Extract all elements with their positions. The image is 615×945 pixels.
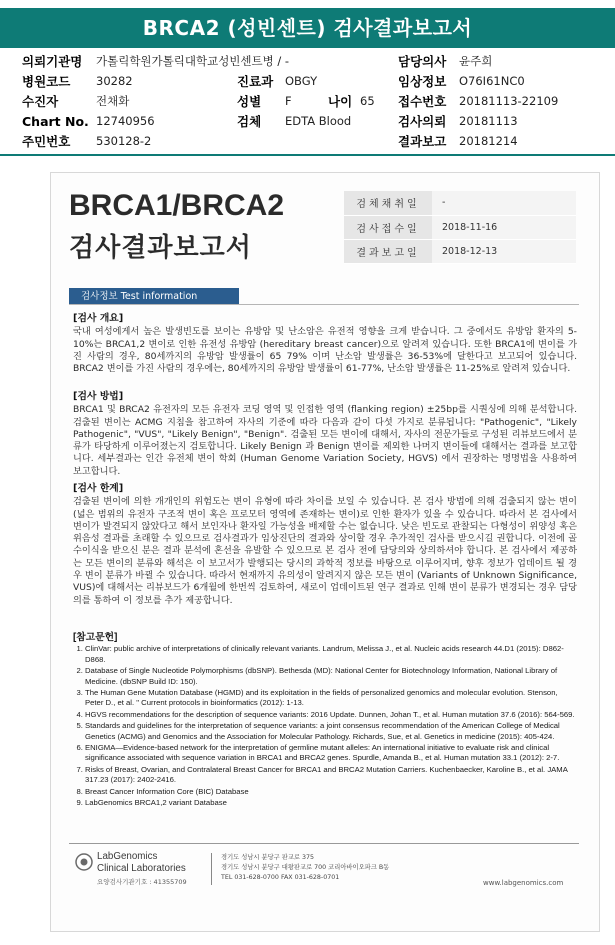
- limitations-text: 검출된 변이에 의한 개개인의 위험도는 변이 유형에 따라 차이를 보일 수 있습니다. 본 검사 방법에 의해 검출되지 않는 변이 (넓은 범위의 유전자 구조적 변이 혹은 프로모터 영역에 존재하는 변이)로 인한 환자가 있을 수 있습니다. 따라서 본 검사에서 변이가 발견되지 않았다고 해서 보인자나 환자일 가능성을 배제할 수는 없습니다. 낮은 빈도로 관찰되는 다형성이 위양성 혹은 위음성 결과를 초래할 수 있으므로 검사결과가 임상진단의 결과와 상이할 경우 추가적인 검사를 받으시길 권합니다. 이전에 골수이식을 받으신 분은 결과 분석에 혼선을 유발할 수 있으므로 본 검사 전에 담당의와 상의하셔야 합니다. 본 검사에서 제공하는 모든 변이의 분류와 해석은 이 보고서가 발행되는 당시의 과학적 정보를 바탕으로 이루어지며, 향후 정보가 업데이트 될 경우 변이 분류가 바뀔 수 있습니다. 따라서 현재까지 유의성이 알려지지 않은 모든 변이 (Variants of Unknown Significance, VUS)에 대해서는 리뷰보드가 6개월에 한번씩 검토하여, 새로이 업데이트된 연구 결과로 인해 변이 분류가 변경되는 경우 담당의를 통하여 이 정보를 추가 제공합니다.: [73, 496, 577, 606]
- hospital-code-label: 병원코드: [22, 74, 71, 89]
- reference-item: 5. Standards and guidelines for the interpretation of sequence variants: a joint consensus recommendation of the American College of Medical Genetics (ACMG) and Genomics and the Association for Molecular Pathology. Richards, Sue, et al. Genetics in medicine (2015): 405-424.: [85, 721, 577, 742]
- request-date-label: 검사의뢰: [398, 114, 447, 129]
- resident-no-value: 530128-2: [96, 134, 152, 148]
- department-value: OBGY: [285, 74, 318, 88]
- info-row-resident-no: [0, 132, 615, 151]
- overview-heading: [검사 개요]: [73, 313, 124, 324]
- collection-date-label: 검체채취일: [344, 191, 432, 215]
- collection-date-value: -: [432, 191, 576, 215]
- clinical-info-label: 임상정보: [398, 74, 447, 89]
- clinical-info-value: O76I61NC0: [459, 74, 525, 88]
- report-dates-table: [344, 191, 576, 264]
- chart-no-label: Chart No.: [22, 114, 89, 129]
- reference-item: 6. ENIGMA—Evidence-based network for the interpretation of germline mutant alleles: An international initiative to evaluate risk and clinical significance associated with sequence variation in BRCA1 and BRCA2 genes. Spurdle, Amanda B., et al. Human mutation 33.1 (2012): 2-7.: [85, 743, 577, 764]
- lab-institution-code: 요양검사기관기호 : 41355709: [97, 878, 187, 886]
- section-method: [73, 391, 577, 478]
- institution-label: 의뢰기관명: [22, 54, 83, 69]
- received-date-value: 2018-11-16: [432, 215, 576, 239]
- references: [73, 633, 577, 810]
- request-date-value: 20181113: [459, 114, 518, 128]
- report-date-label: 결과보고: [398, 134, 447, 149]
- info-row-chart: [0, 112, 615, 131]
- chart-no-value: 12740956: [96, 114, 155, 128]
- hospital-code-value: 30282: [96, 74, 133, 88]
- test-info-tab: 검사정보 Test information: [69, 288, 239, 305]
- resident-no-label: 주민번호: [22, 134, 71, 149]
- overview-text: 국내 여성에게서 높은 발생빈도를 보이는 유방암 및 난소암은 유전적 영향을 크게 받습니다. 그 중에서도 유방암 환자의 5-10%는 BRCA1,2 변이로 인한 유전성 유방암 (hereditary breast cancer)으로 알려져 있습니다. 또한 BRCA1에 변이를 가진 사람의 경우, 80세까지의 유방암 발생률이 65 79% 이며 난소암 발생률은 36-53%에 달한다고 보고되어 있습니다. BRCA2 변이를 가진 사람의 경우에는, 80세까지의 유방암 발생률이 61-77%, 난소암 발생률은 11-25%로 알려져 있습니다.: [73, 326, 577, 375]
- doctor-label: 담당의사: [398, 54, 447, 69]
- method-heading: [검사 방법]: [73, 391, 124, 402]
- info-row-institution: [0, 52, 615, 71]
- doctor-value: 윤주희: [459, 54, 493, 68]
- references-list: [73, 644, 577, 808]
- reference-item: 1. ClinVar: public archive of interpretations of clinically relevant variants. Landrum, Melissa J., et al. Nucleic acids research 44.D1 (2015): D862-D868.: [85, 644, 577, 665]
- department-label: 진료과: [237, 74, 274, 89]
- reference-item: 7. Risks of Breast, Ovarian, and Contralateral Breast Cancer for BRCA1 and BRCA2 Mutation Carriers. Kuchenbaecker, Karoline B., et al. JAMA 317.23 (2017): 2402-2416.: [85, 765, 577, 786]
- references-heading: [참고문헌]: [73, 632, 118, 643]
- patient-label: 수진자: [22, 94, 59, 109]
- limitations-heading: [검사 한계]: [73, 483, 124, 494]
- meta-row-received: [344, 215, 576, 239]
- result-date-label: 결과보고일: [344, 239, 432, 263]
- lab-website: www.labgenomics.com: [483, 879, 564, 887]
- lab-name-line2: Clinical Laboratories: [97, 863, 186, 874]
- method-text: BRCA1 및 BRCA2 유전자의 모든 유전자 코딩 영역 및 인접한 영역 (flanking region) ±25bp를 시퀀싱에 의해 분석합니다. 검출된 변이는 ACMG 지침을 참고하여 자사의 기준에 따라 다음과 같이 다섯 가지로 분류됩니다: "Pathogenic", "Likely Pathogenic", "VUS", "Likely Benign", "Benign". 검출된 모든 변이에 대해서, 자사의 전문가들로 구성된 리뷰보드에서 분류가 타당하게 이루어졌는지 검토합니다. Likely Benign 과 Benign 변이를 제외한 나머지 변이들에 대해서는 결과를 보고합니다. 세부결과는 인간 유전체 변이 학회 (Human Genome Variation Society, HGVS) 에서 권장하는 명명법을 사용하여 보고합니다.: [73, 404, 577, 477]
- sex-value: F: [285, 94, 292, 108]
- lab-address: [221, 853, 389, 883]
- scanned-report: [50, 172, 600, 932]
- reference-item: 9. LabGenomics BRCA1,2 variant Database: [85, 798, 577, 808]
- address-line2: 경기도 성남시 분당구 대왕판교로 700 코리아바이오파크 B동: [221, 864, 390, 871]
- meta-row-reported: [344, 239, 576, 263]
- meta-row-collection: [344, 191, 576, 215]
- labgenomics-logo-icon: [75, 853, 93, 871]
- result-date-value: 2018-12-13: [432, 239, 576, 263]
- lab-name-line1: LabGenomics: [97, 851, 158, 862]
- receipt-no-label: 접수번호: [398, 94, 447, 109]
- report-date-value: 20181214: [459, 134, 518, 148]
- report-title: BRCA2 (성빈센트) 검사결과보고서: [0, 8, 615, 48]
- info-row-hospital-code: [0, 72, 615, 91]
- footer-divider: [211, 853, 212, 885]
- section-limitations: [73, 483, 577, 607]
- patient-value: 전채화: [96, 94, 130, 108]
- receipt-no-value: 20181113-22109: [459, 94, 559, 108]
- sex-label: 성별: [237, 94, 262, 109]
- section-overview: [73, 313, 577, 375]
- doc-title-genes: BRCA1/BRCA2: [69, 189, 285, 222]
- lab-name: [97, 851, 186, 875]
- patient-info-grid: [0, 52, 615, 152]
- received-date-label: 검사접수일: [344, 215, 432, 239]
- address-line1: 경기도 성남시 분당구 판교로 375: [221, 854, 315, 861]
- age-label: 나이: [328, 94, 353, 109]
- institution-value: 가톨릭학원가톨릭대학교성빈센트병 / -: [96, 54, 290, 68]
- phone-fax: TEL 031-628-0700 FAX 031-628-0701: [221, 874, 340, 881]
- age-value: 65: [360, 94, 375, 108]
- doc-title-report: 검사결과보고서: [69, 233, 252, 263]
- footer-rule: [69, 843, 579, 844]
- specimen-label: 검체: [237, 114, 262, 129]
- section-rule: [69, 304, 579, 305]
- reference-item: 4. HGVS recommendations for the description of sequence variants: 2016 Update. Dunnen, Johan T., et al. Human mutation 37.6 (2016): 564-569.: [85, 710, 577, 720]
- specimen-value: EDTA Blood: [285, 114, 352, 128]
- reference-item: 3. The Human Gene Mutation Database (HGMD) and its exploitation in the fields of personalized genomics and molecular evolution. Stenson, Peter D., et al. " Current protocols in bioinformatics (2012): 1-13.: [85, 688, 577, 709]
- info-row-patient: [0, 92, 615, 111]
- header-divider: [0, 154, 615, 156]
- reference-item: 8. Breast Cancer Information Core (BIC) Database: [85, 787, 577, 797]
- reference-item: 2. Database of Single Nucleotide Polymorphisms (dbSNP). Bethesda (MD): National Center for Biotechnology Information, National Library of Medicine. (dbSNP Build ID: 150).: [85, 666, 577, 687]
